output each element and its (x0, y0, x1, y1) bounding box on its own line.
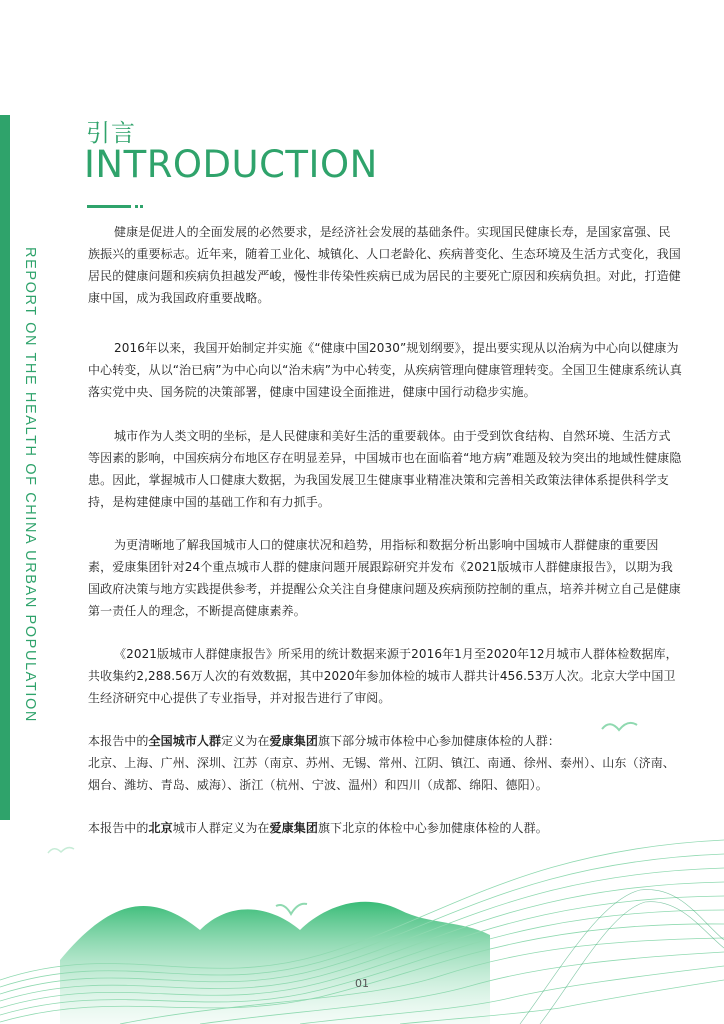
definition-text: 定义为在 (221, 734, 270, 748)
company-name: 爱康集团 (269, 821, 318, 835)
city-list: 北京、上海、广州、深圳、江苏（南京、苏州、无锡、常州、江阴、镇江、南通、徐州、泰州）、山东（济南、烟台、潍坊、青岛、威海）、浙江（杭州、宁波、温州）和四川（成都、绵阳、德阳）。 (88, 756, 675, 792)
definition-text: 本报告中的 (88, 821, 149, 835)
definition-text: 旗下北京的体检中心参加健康体检的人群。 (317, 821, 548, 835)
definition-text: 城市人群定义为在 (172, 821, 270, 835)
company-name: 爱康集团 (269, 734, 318, 748)
section-title-english: INTRODUCTION (84, 143, 378, 186)
definition-text: 旗下部分城市体检中心参加健康体检的人群： (317, 734, 560, 748)
definition-term: 全国城市人群 (148, 734, 222, 748)
title-underline-decoration (87, 203, 157, 211)
hills-decoration (0, 830, 724, 1024)
side-accent-bar (0, 115, 10, 820)
paragraph-1: 健康是促进人的全面发展的必然要求，是经济社会发展的基础条件。实现国民健康长寿，是国家富强、民族振兴的重要标志。近年来，随着工业化、城镇化、人口老龄化、疾病普变化、生态环境及生活方式变化，我国居民的健康问题和疾病负担越发严峻，慢性非传染性疾病已成为居民的主要死亡原因和疾病负担。对此，打造健康中国，成为我国政府重要战略。 (88, 225, 681, 305)
side-report-label: REPORT ON THE HEALTH OF CHINA URBAN POPULATION (22, 247, 38, 723)
paragraph-4: 为更清晰地了解我国城市人口的健康状况和趋势，用指标和数据分析出影响中国城市人群健康的重要因素，爱康集团针对24个重点城市人群的健康问题开展跟踪研究并发布《2021版城市人群健康报告》，以期为我国政府决策与地方实践提供参考，并提醒公众关注自身健康问题及疾病预防控制的重点，培养并树立自己是健康第一责任人的理念，不断提高健康素养。 (88, 538, 681, 618)
page-number: 01 (355, 977, 369, 990)
section-title-chinese: 引言 (86, 119, 136, 147)
paragraph-3: 城市作为人类文明的坐标，是人民健康和美好生活的重要载体。由于受到饮食结构、自然环境、生活方式等因素的影响，中国疾病分布地区存在明显差异，中国城市也在面临着“地方病”难题及较为突出的地域性健康隐患。因此，掌握城市人口健康大数据，为我国发展卫生健康事业精准决策和完善相关政策法律体系提供科学支持，是构建健康中国的基础工作和有力抓手。 (88, 429, 682, 509)
paragraph-5: 《2021版城市人群健康报告》所采用的统计数据来源于2016年1月至2020年12月城市人群体检数据库，共收集约2,288.56万人次的有效数据，其中2020年参加体检的城市人群共计456.53万人次。北京大学中国卫生经济研究中心提供了专业指导，并对报告进行了审阅。 (88, 647, 678, 705)
definition-text: 本报告中的 (88, 734, 149, 748)
bird-icon (600, 715, 640, 737)
definition-national (88, 730, 682, 796)
paragraph-2: 2016年以来，我国开始制定并实施《“健康中国2030”规划纲要》，提出要实现从以治病为中心向以健康为中心转变，从以“治已病”为中心向以“治未病”为中心转变，从疾病管理向健康管理转变。全国卫生健康系统认真落实党中央、国务院的决策部署，健康中国建设全面推进，健康中国行动稳步实施。 (88, 341, 682, 399)
definition-term: 北京 (148, 821, 173, 835)
